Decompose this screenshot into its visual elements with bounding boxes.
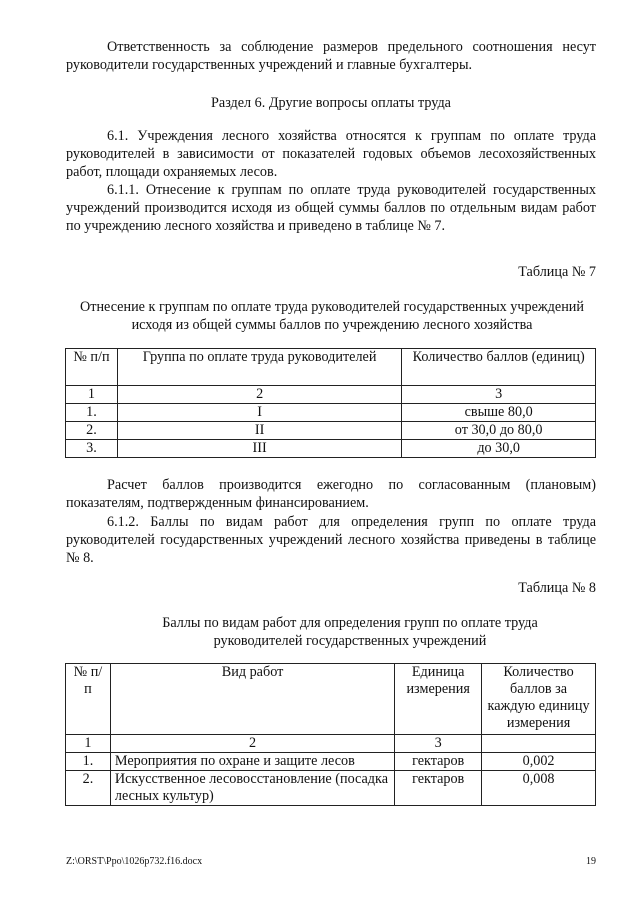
table7-header-cell: Количество баллов (единиц): [402, 349, 596, 386]
table-cell: II: [117, 422, 401, 440]
table8-header-cell: Количество баллов за каждую единицу измерения: [482, 664, 596, 735]
table-cell: от 30,0 до 80,0: [402, 422, 596, 440]
table-cell: 1: [66, 735, 111, 753]
table8-header-cell: Единица измерения: [395, 664, 482, 735]
table-row: [66, 771, 596, 806]
table-row: [66, 422, 596, 440]
table-cell: 2.: [66, 771, 111, 806]
table-cell: 3.: [66, 440, 118, 458]
table-cell: Искусственное лесовосстановление (посадка лесных культур): [110, 771, 394, 806]
intro-paragraph: Ответственность за соблюдение размеров предельного соотношения несут руководители государственных учреждений и главные бухгалтеры.: [66, 39, 596, 74]
section-title: Раздел 6. Другие вопросы оплаты труда: [211, 95, 451, 111]
table-cell: 1: [66, 386, 118, 404]
table8: [65, 663, 596, 806]
table-cell: III: [117, 440, 401, 458]
table7-header-cell: Группа по оплате труда руководителей: [117, 349, 401, 386]
table-cell: 1.: [66, 753, 111, 771]
table-cell: до 30,0: [402, 440, 596, 458]
table8-header-cell: № п/п: [66, 664, 111, 735]
page-number: 19: [586, 856, 596, 867]
table-row: [66, 753, 596, 771]
table7-title: Отнесение к группам по оплате труда руководителей государственных учреждений исходя из общей суммы баллов по учреждению лесного хозяйства: [80, 299, 584, 333]
paragraph-6-1-1: 6.1.1. Отнесение к группам по оплате труда руководителей государственных учреждений производится исходя из общей суммы баллов по отдельным видам работ по учреждению лесного хозяйства и приведено в таблице № 7.: [66, 182, 596, 235]
table8-label: Таблица № 8: [518, 580, 596, 596]
table7: [65, 348, 596, 458]
paragraph-6-1: 6.1. Учреждения лесного хозяйства относятся к группам по оплате труда руководителей в зависимости от показателей годовых объемов лесохозяйственных работ, площади охраняемых лесов.: [66, 128, 596, 181]
table7-label: Таблица № 7: [518, 264, 596, 280]
table-cell: гектаров: [395, 771, 482, 806]
table-cell: 3: [402, 386, 596, 404]
table8-header-row: [66, 664, 596, 735]
table7-header-row: [66, 349, 596, 386]
table-cell: свыше 80,0: [402, 404, 596, 422]
table-cell: 0,008: [482, 771, 596, 806]
table-cell: 1.: [66, 404, 118, 422]
table7-header-cell: № п/п: [66, 349, 118, 386]
table-row: [66, 440, 596, 458]
paragraph-6-1-2: 6.1.2. Баллы по видам работ для определения групп по оплате труда руководителей государственных учреждений лесного хозяйства приведены в таблице № 8.: [66, 514, 596, 567]
table-cell: Мероприятия по охране и защите лесов: [110, 753, 394, 771]
table-cell: 0,002: [482, 753, 596, 771]
footer-file-path: Z:\ORST\Ppo\1026p732.f16.docx: [66, 856, 203, 867]
table-cell: 2: [110, 735, 394, 753]
table8-header-cell: Вид работ: [110, 664, 394, 735]
table-cell: [482, 735, 596, 753]
table-cell: 2: [117, 386, 401, 404]
table-row: [66, 404, 596, 422]
table-cell: I: [117, 404, 401, 422]
table8-title: Баллы по видам работ для определения групп по оплате труда руководителей государственных учреждений: [162, 615, 538, 649]
calc-paragraph: Расчет баллов производится ежегодно по согласованным (плановым) показателям, подтвержденным финансированием.: [66, 477, 596, 512]
table7-index-row: [66, 386, 596, 404]
table-cell: 3: [395, 735, 482, 753]
table8-index-row: [66, 735, 596, 753]
table-cell: 2.: [66, 422, 118, 440]
table-cell: гектаров: [395, 753, 482, 771]
